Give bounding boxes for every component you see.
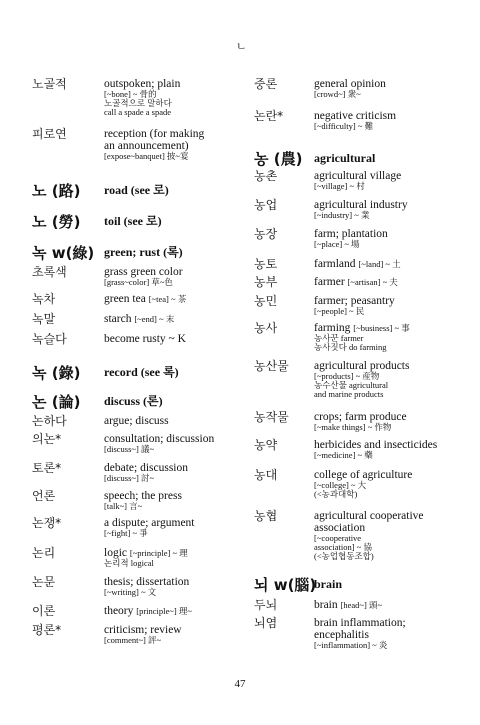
entry-definition — [104, 624, 182, 645]
definition-line: 농사꾼 farmer — [314, 333, 364, 344]
entry-definition — [104, 415, 169, 427]
gloss-inline: [~land] ~ 土 — [358, 259, 401, 269]
entry-headword: 녹슬다 — [32, 332, 67, 346]
definition-line: [~college] ~ 大 — [314, 480, 367, 491]
definition-line: agricultural — [314, 151, 376, 165]
definition-line: agricultural products — [314, 360, 410, 372]
definition-line: discuss (론) — [104, 394, 163, 408]
definition-line: outspoken; plain — [104, 78, 181, 90]
entry-headword: 평론* — [32, 623, 62, 637]
entry-headword: 토론* — [32, 461, 62, 475]
entry-definition — [104, 547, 188, 568]
entry-definition — [104, 266, 183, 287]
entry-headword: 초록색 — [32, 265, 67, 279]
definition-line: brain — [314, 577, 343, 591]
definition-line: [~bone] ~ 骨的 — [104, 89, 157, 100]
definition-line: 농사짓다 do farming — [314, 341, 387, 352]
entry-headword: 농약 — [254, 438, 278, 452]
definition-line: [talk~] 言~ — [104, 501, 143, 512]
definition-line: consultation; discussion — [104, 433, 215, 445]
definition-line: crops; farm produce — [314, 411, 407, 423]
entry-definition — [314, 170, 401, 191]
entry-definition — [104, 395, 163, 408]
entry-headword: 노골적 — [32, 77, 67, 91]
definition-line: [discuss~] 議~ — [104, 444, 155, 455]
entry-headword: 농 (農) — [254, 150, 303, 168]
entry-headword: 농토 — [254, 257, 278, 271]
definition-line: theory [principle~] 理~ — [104, 605, 192, 617]
entry-definition — [314, 599, 382, 611]
entry-definition — [104, 433, 214, 454]
entry-headword: 농부 — [254, 275, 278, 289]
definition-line: [~writing] ~ 文 — [104, 587, 157, 598]
entry-headword: 의논* — [32, 432, 62, 446]
entry-definition — [314, 110, 396, 131]
definition-line: agricultural industry — [314, 199, 408, 211]
definition-line: [~people] ~ 民 — [314, 306, 365, 317]
definition-line: grass green color — [104, 266, 183, 278]
definition-line: [~cooperative — [314, 533, 362, 544]
entry-definition — [314, 258, 401, 270]
definition-line: [~products] ~ 産物 — [314, 371, 380, 382]
definition-line: (<농과대학) — [314, 488, 358, 499]
definition-line: [~make things] ~ 作物 — [314, 422, 392, 433]
entry-definition — [104, 293, 186, 305]
entry-definition — [314, 360, 409, 399]
definition-line: criticism; review — [104, 624, 182, 636]
definition-line: [~medicine] ~ 藥 — [314, 450, 373, 461]
entry-headword: 농민 — [254, 294, 278, 308]
entry-headword: 논 (論) — [32, 393, 81, 411]
entry-definition — [314, 295, 395, 316]
definition-line: association — [314, 522, 366, 535]
definition-line: [crowd~] 衆~ — [314, 89, 361, 100]
entry-headword: 농대 — [254, 468, 278, 482]
entry-headword: 농장 — [254, 227, 278, 241]
gloss-inline: [~business] ~ 事 — [353, 323, 410, 333]
definition-line: college of agriculture — [314, 469, 413, 481]
entry-headword: 농작물 — [254, 410, 289, 424]
definition-line: become rusty ~ K — [104, 333, 186, 345]
definition-line: farming [~business] ~ 事 — [314, 322, 410, 334]
definition-line: brain inflammation; — [314, 617, 406, 629]
definition-line: negative criticism — [314, 110, 397, 122]
entry-headword: 농업 — [254, 198, 278, 212]
definition-line: [~difficulty] ~ 難 — [314, 121, 374, 132]
gloss-inline: [~principle] ~ 理 — [129, 548, 188, 558]
definition-line: [~place] ~ 場 — [314, 239, 360, 250]
entry-headword: 뇌 w(腦) — [254, 576, 317, 594]
definition-line: road (see 로) — [104, 183, 169, 197]
definition-line: 논리적 logical — [104, 558, 154, 569]
entry-definition — [104, 462, 188, 483]
entry-definition — [104, 490, 182, 511]
definition-line: 노골적으로 말하다 — [104, 97, 172, 108]
definition-line: 농수산물 agricultural — [314, 379, 389, 390]
definition-line: [comment~] 評~ — [104, 635, 162, 646]
definition-line: record (see 록) — [104, 365, 179, 379]
entry-headword: 노 (路) — [32, 182, 81, 200]
entry-definition — [104, 246, 183, 259]
definition-line: starch [~end] ~ 末 — [104, 313, 175, 325]
definition-line: farm; plantation — [314, 228, 388, 240]
entry-definition — [314, 152, 375, 165]
entry-headword: 논하다 — [32, 414, 67, 428]
entry-headword: 녹 (錄) — [32, 364, 81, 382]
entry-definition — [104, 576, 189, 597]
entry-definition — [314, 510, 424, 561]
definition-line: debate; discussion — [104, 462, 188, 474]
definition-line: (<농업협동조합) — [314, 550, 374, 561]
entry-definition — [104, 78, 180, 117]
entry-headword: 농촌 — [254, 169, 278, 183]
entry-headword: 이론 — [32, 604, 56, 618]
entry-definition — [104, 215, 162, 228]
definition-line: and marine products — [314, 388, 384, 399]
definition-line: [~fight] ~ 爭 — [104, 528, 148, 539]
entry-headword: 농협 — [254, 509, 278, 523]
definition-line: a dispute; argument — [104, 517, 195, 529]
entry-definition — [314, 469, 412, 499]
page-number: 47 — [234, 678, 246, 690]
entry-headword: 녹 w(綠) — [32, 244, 95, 262]
definition-line: farmer; peasantry — [314, 295, 395, 307]
definition-line: agricultural village — [314, 170, 402, 182]
gloss-inline: [head~] 頭~ — [340, 600, 383, 610]
definition-line: an announcement) — [104, 140, 189, 153]
entry-definition — [314, 617, 406, 650]
gloss-inline: [principle~] 理~ — [136, 606, 192, 616]
entry-headword: 농산물 — [254, 359, 289, 373]
entry-definition — [314, 276, 398, 288]
definition-line: farmland [~land] ~ 土 — [314, 258, 401, 270]
entry-definition — [104, 517, 195, 538]
gloss-inline: [~tea] ~ 茶 — [148, 294, 187, 304]
entry-definition — [314, 199, 408, 220]
definition-line: brain [head~] 頭~ — [314, 599, 383, 611]
entry-definition — [314, 228, 388, 249]
entry-definition — [104, 313, 174, 325]
entry-definition — [104, 605, 192, 617]
definition-line: [~industry] ~ 業 — [314, 210, 370, 221]
entry-headword: 언론 — [32, 489, 56, 503]
definition-line: reception (for making — [104, 128, 205, 140]
definition-line: speech; the press — [104, 490, 182, 502]
definition-line: association] ~ 協 — [314, 542, 372, 553]
definition-line: herbicides and insecticides — [314, 439, 438, 451]
definition-line: green; rust (록) — [104, 245, 183, 259]
entry-definition — [104, 128, 204, 161]
definition-line: argue; discuss — [104, 415, 169, 427]
entry-definition — [104, 184, 169, 197]
definition-line: [discuss~] 討~ — [104, 473, 155, 484]
entry-headword: 농사 — [254, 321, 278, 335]
gloss-inline: [~end] ~ 末 — [134, 314, 175, 324]
definition-line: toil (see 로) — [104, 214, 162, 228]
definition-line: [~village] ~ 村 — [314, 181, 365, 192]
definition-line: general opinion — [314, 78, 386, 90]
definition-line: [grass~color] 草~色 — [104, 277, 173, 288]
gloss-inline: [~artisan] ~ 夫 — [347, 277, 398, 287]
definition-line: [~inflammation] ~ 炎 — [314, 640, 388, 651]
definition-line: call a spade a spade — [104, 106, 172, 117]
entry-definition — [314, 322, 410, 352]
definition-line: logic [~principle] ~ 理 — [104, 547, 188, 559]
entry-definition — [314, 439, 437, 460]
entry-definition — [104, 366, 179, 379]
definition-line: thesis; dissertation — [104, 576, 190, 588]
entry-headword: 노 (勞) — [32, 213, 81, 231]
entry-definition — [314, 78, 386, 99]
entry-definition — [314, 411, 407, 432]
entry-headword: 논란* — [254, 109, 284, 123]
definition-line: [expose~banquet] 披~宴 — [104, 151, 189, 162]
definition-line: encephalitis — [314, 629, 369, 642]
entry-headword: 피로연 — [32, 127, 67, 141]
entry-headword: 중론 — [254, 77, 278, 91]
entry-headword: 뇌염 — [254, 616, 278, 630]
definition-line: farmer [~artisan] ~ 夫 — [314, 276, 398, 288]
entry-definition — [104, 333, 186, 345]
definition-line: agricultural cooperative — [314, 510, 424, 522]
entry-headword: 녹말 — [32, 312, 56, 326]
entry-headword: 두뇌 — [254, 598, 278, 612]
page-header-mark: ㄴ — [236, 41, 247, 53]
definition-line: green tea [~tea] ~ 茶 — [104, 293, 187, 305]
entry-definition — [314, 578, 342, 591]
entry-headword: 논문 — [32, 575, 56, 589]
entry-headword: 논리 — [32, 546, 56, 560]
entry-headword: 녹차 — [32, 292, 56, 306]
entry-headword: 논쟁* — [32, 516, 62, 530]
